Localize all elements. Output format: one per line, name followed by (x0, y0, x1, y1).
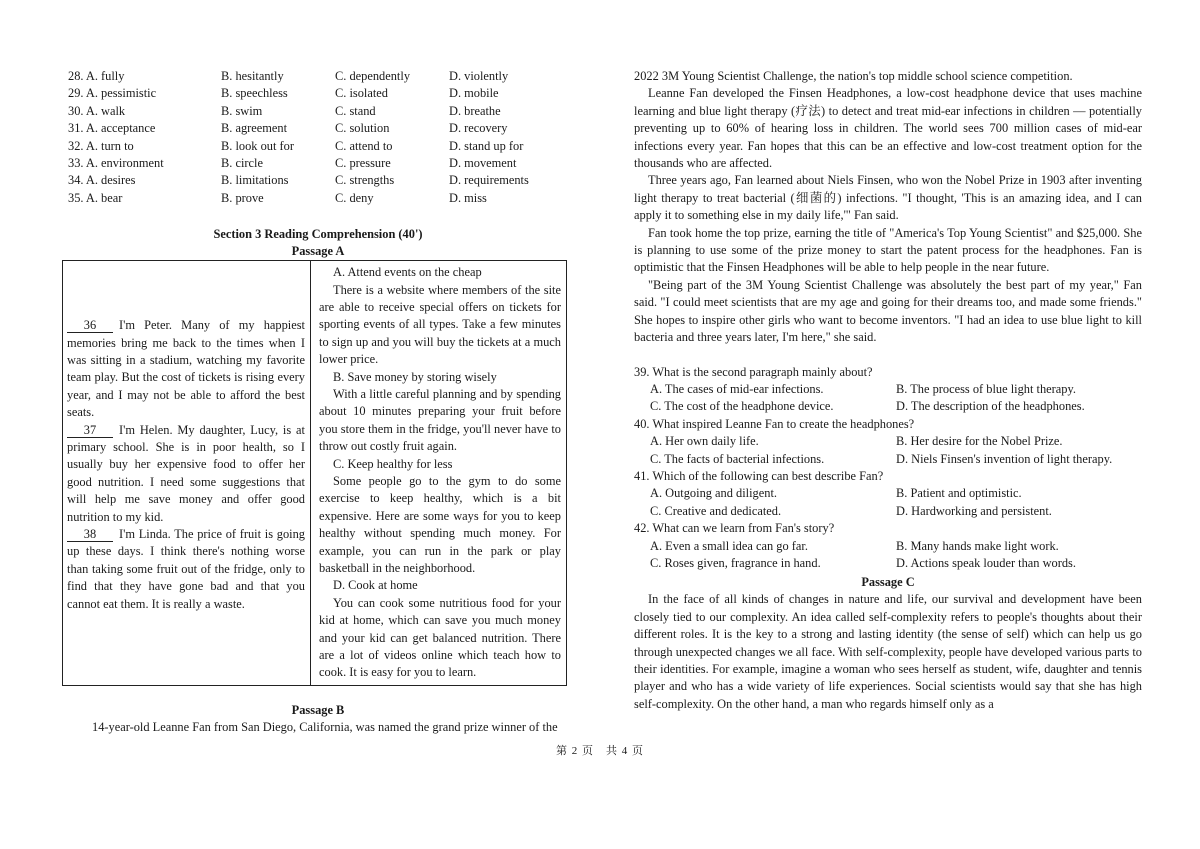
answer-blank: 36 (67, 318, 113, 333)
passage-c-text: In the face of all kinds of changes in nature and life, our survival and development have been closely tied to our complexity. An idea called self-complexity refers to people's thoughts about their different roles. It is the key to a strong and lasting identity (the sense of self) which can help us go through unexpected changes we all face. With self-complexity, people have developed various parts to their identities. For example, imagine a woman who sees herself as student, wife, daughter and tennis player and who has a wide variety of life experiences. Social scientists would say that she has high self-complexity. On the other hand, a man who regards himself only as a (634, 592, 1142, 711)
answer-blank: 37 (67, 423, 113, 438)
cloze-option: B. look out for (221, 138, 294, 153)
cloze-row (68, 172, 568, 189)
cloze-options (68, 68, 568, 207)
cloze-row (68, 85, 568, 102)
cloze-option: 30. A. walk (68, 103, 126, 118)
answer-option: B. Patient and optimistic. (896, 486, 1022, 501)
option-text: With a little careful planning and by spending about 10 minutes preparing your fruit before you store them in the fridge, you'll never have to throw out costly fruit again. (319, 386, 561, 454)
cloze-option: C. isolated (335, 86, 388, 101)
answer-option: B. The process of blue light therapy. (896, 381, 1076, 396)
cloze-option: D. miss (449, 190, 487, 205)
answer-blank: 38 (67, 527, 113, 542)
passage-b-continuation: 2022 3M Young Scientist Challenge, the nation's top middle school science competition. (634, 69, 1073, 83)
passage-a-person (67, 422, 305, 526)
cloze-option: B. limitations (221, 173, 289, 188)
passage-a-options (311, 261, 566, 685)
questions-39-42 (634, 364, 1142, 573)
cloze-option: B. speechless (221, 86, 288, 101)
cloze-option: 29. A. pessimistic (68, 86, 157, 101)
cloze-option: 31. A. acceptance (68, 121, 156, 136)
cloze-option: D. violently (449, 69, 509, 83)
left-column (68, 68, 568, 736)
option-heading: D. Cook at home (333, 578, 418, 593)
cloze-option: D. recovery (449, 121, 508, 136)
option-heading: B. Save money by storing wisely (333, 369, 497, 384)
answer-option: A. Outgoing and diligent. (650, 486, 777, 501)
cloze-option: 28. A. fully (68, 69, 125, 83)
passage-b-paragraph: "Being part of the 3M Young Scientist Challenge was absolutely the best part of my year," Fan said. "I could meet scientists that are my age and going for their dreams too, and made some friends." She hopes to inspire other girls who want to become inventors. "I had an idea to use blue light to kill bacteria and three years later, I'm here," she said. (634, 277, 1142, 345)
answer-option: A. Even a small idea can go far. (650, 538, 808, 553)
cloze-option: C. stand (335, 103, 376, 118)
person-text: I'm Helen. My daughter, Lucy, is at primary school. She is in poor health, so I usually buy her expensive food to offer her good nutrition. I need some suggestions that will help me save money and offer good nutrition to my kid. (67, 422, 305, 524)
cloze-option: 34. A. desires (68, 173, 136, 188)
passage-b-paragraph: Three years ago, Fan learned about Niels Finsen, who won the Nobel Prize in 1903 after inventing light therapy to treat bacterial (细菌的) infections. "I thought, 'This is an amazing idea, and I can apply it to something else in my daily life,'" Fan said. (634, 173, 1142, 223)
question-options (634, 485, 1142, 520)
cloze-option: 35. A. bear (68, 190, 123, 205)
cloze-option: C. attend to (335, 138, 393, 153)
cloze-option: B. hesitantly (221, 69, 284, 83)
section3-title: Section 3 Reading Comprehension (40') (213, 227, 423, 242)
option-heading: A. Attend events on the cheap (333, 265, 482, 280)
answer-option: A. Her own daily life. (650, 434, 759, 449)
person-text: I'm Linda. The price of fruit is going up these days. I think there's nothing worse than taking some fruit out of the fridge, only to find that they have gone bad and that you cannot eat them. It is really a waste. (67, 527, 305, 611)
answer-option: B. Her desire for the Nobel Prize. (896, 434, 1063, 449)
question-stem: 42. What can we learn from Fan's story? (634, 521, 835, 536)
passage-a-people (63, 261, 311, 685)
option-text: There is a website where members of the site are able to receive special offers on tickets for sporting events of all types. Take a few minutes to sign up and you will buy the tickets at a much lower price. (319, 282, 561, 367)
question-options (634, 538, 1142, 573)
option-text: You can cook some nutritious food for your kid at home, which can save you much money and your kid can get balanced nutrition. There are a lot of videos online which teach how to cook. It is easy for you to learn. (319, 595, 561, 680)
question-options (634, 433, 1142, 468)
cloze-option: C. dependently (335, 69, 411, 83)
cloze-option: B. prove (221, 190, 264, 205)
passage-b-body (634, 85, 1142, 346)
answer-option: D. Niels Finsen's invention of light therapy. (896, 451, 1113, 466)
answer-option: D. Actions speak louder than words. (896, 555, 1076, 570)
cloze-option: D. requirements (449, 173, 529, 188)
question-stem: 40. What inspired Leanne Fan to create the headphones? (634, 416, 915, 431)
cloze-option: 33. A. environment (68, 155, 164, 170)
cloze-option: 32. A. turn to (68, 138, 134, 153)
answer-option: C. Roses given, fragrance in hand. (650, 555, 821, 570)
cloze-option: C. strengths (335, 173, 395, 188)
answer-option: D. Hardworking and persistent. (896, 503, 1052, 518)
answer-option: A. The cases of mid-ear infections. (650, 381, 824, 396)
page-footer: 第 2 页 共 4 页 (556, 745, 644, 757)
cloze-option: B. agreement (221, 121, 288, 136)
cloze-row (68, 190, 568, 207)
cloze-row (68, 103, 568, 120)
question-stem: 41. Which of the following can best describe Fan? (634, 468, 884, 483)
question-options (634, 381, 1142, 416)
answer-option: C. Creative and dedicated. (650, 503, 782, 518)
person-text: I'm Peter. Many of my happiest memories bring me back to the times when I was sitting in a stadium, watching my favorite team play. But the cost of tickets is rising every year, and I may not be able to afford the best seats. (67, 318, 305, 420)
cloze-option: C. pressure (335, 155, 391, 170)
passage-a-person (67, 526, 305, 613)
cloze-option: C. solution (335, 121, 390, 136)
passage-b-paragraph: Fan took home the top prize, earning the title of "America's Top Young Scientist" and $25,000. She is planning to use some of the prize money to start the patent process for the headphones. Fan is optimistic that the Finsen Headphones will be able to help people in the near future. (634, 225, 1142, 275)
question-stem: 39. What is the second paragraph mainly about? (634, 364, 873, 379)
option-heading: C. Keep healthy for less (333, 456, 453, 471)
passage-c-title: Passage C (861, 575, 915, 590)
cloze-option: B. circle (221, 155, 263, 170)
cloze-row (68, 120, 568, 137)
passage-b-title: Passage B (291, 702, 345, 717)
option-text: Some people go to the gym to do some exercise to keep healthy, which is a bit expensive. Here are some ways for you to keep healthy without spending much money. For example, you can run in the park or play basketball in the neighborhood. (319, 474, 561, 576)
cloze-option: D. stand up for (449, 138, 524, 153)
cloze-option: C. deny (335, 190, 374, 205)
right-column (634, 68, 1142, 713)
answer-option: C. The cost of the headphone device. (650, 399, 834, 414)
answer-option: B. Many hands make light work. (896, 538, 1059, 553)
passage-b-first-line: 14-year-old Leanne Fan from San Diego, California, was named the grand prize winner of the (92, 719, 558, 734)
cloze-option: D. breathe (449, 103, 501, 118)
cloze-option: D. mobile (449, 86, 499, 101)
answer-option: C. The facts of bacterial infections. (650, 451, 825, 466)
passage-a-person (67, 317, 305, 421)
cloze-row (68, 155, 568, 172)
answer-option: D. The description of the headphones. (896, 399, 1085, 414)
cloze-row (68, 138, 568, 155)
passage-a-title: Passage A (291, 244, 345, 259)
passage-b-paragraph: Leanne Fan developed the Finsen Headphones, a low-cost headphone device that uses machine learning and blue light therapy (疗法) to detect and treat mid-ear infections in children — potentially preventing up to 60% of hearing loss in children. The world sees 700 million cases of mid-ear infections every year. Fan hopes that this can be an effective and low-cost treatment option for the thousands who are affected. (634, 86, 1142, 171)
passage-a-table (62, 260, 567, 686)
cloze-row (68, 68, 568, 85)
cloze-option: D. movement (449, 155, 517, 170)
cloze-option: B. swim (221, 103, 263, 118)
